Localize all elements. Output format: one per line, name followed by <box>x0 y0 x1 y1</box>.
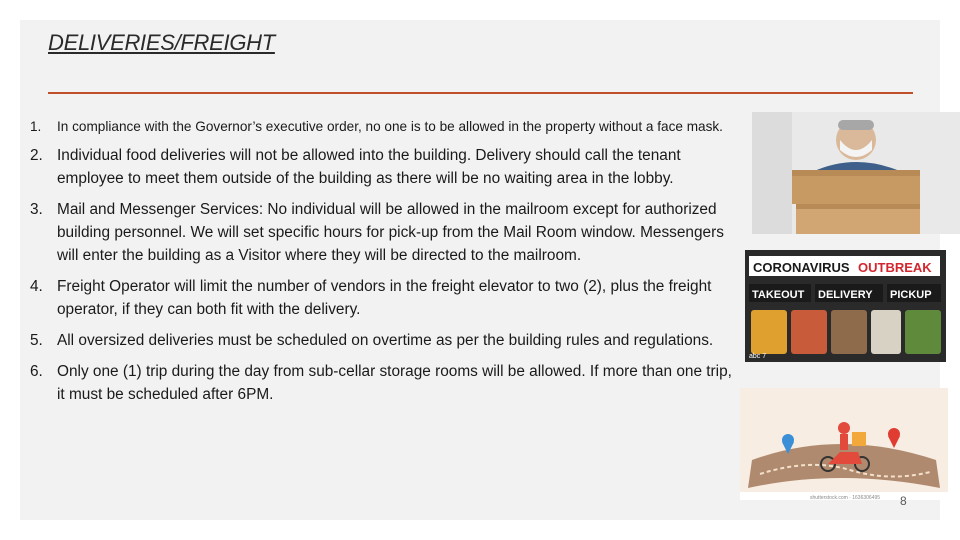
delivery-person-photo <box>752 112 960 234</box>
banner-station-logo: abc 7 <box>749 353 767 360</box>
rules-list <box>30 116 742 414</box>
list-item <box>30 329 742 352</box>
list-item <box>30 275 742 321</box>
page-number: 8 <box>900 494 907 508</box>
item-number: 4. <box>30 278 43 295</box>
item-number: 5. <box>30 332 43 349</box>
list-item <box>30 360 742 406</box>
news-banner-image <box>745 250 946 362</box>
title-divider <box>48 92 913 94</box>
item-text: In compliance with the Governor’s executive order, no one is to be allowed in the property without a face mask. <box>57 119 723 134</box>
item-text: Mail and Messenger Services: No individual will be allowed in the mailroom except for authorized building personnel. We will set specific hours for pick-up from the Mail Room window. Messengers will enter the building as a Visitor where they will be directed to the mailroom. <box>57 201 724 264</box>
banner-tag-takeout: TAKEOUT <box>752 289 805 301</box>
list-item <box>30 116 742 138</box>
slide-title: DELIVERIES/FREIGHT <box>48 30 275 55</box>
banner-headline-white: CORONAVIRUS <box>753 260 850 275</box>
banner-headline-red: OUTBREAK <box>858 260 932 275</box>
item-number: 1. <box>30 119 42 134</box>
banner-tag-delivery: DELIVERY <box>818 289 873 301</box>
item-number: 6. <box>30 363 43 380</box>
item-text: Freight Operator will limit the number of vendors in the freight elevator to two (2), plus the freight operator, if they can both fit with the delivery. <box>57 278 712 318</box>
item-number: 2. <box>30 147 43 164</box>
item-number: 3. <box>30 201 43 218</box>
item-text: All oversized deliveries must be scheduled on overtime as per the building rules and regulations. <box>57 332 714 349</box>
banner-tag-pickup: PICKUP <box>890 289 932 301</box>
list-item <box>30 198 742 267</box>
delivery-map-illustration <box>740 388 948 500</box>
item-text: Only one (1) trip during the day from sub-cellar storage rooms will be allowed. If more than one trip, it must be scheduled after 6PM. <box>57 363 732 403</box>
list-item <box>30 144 742 190</box>
item-text: Individual food deliveries will not be allowed into the building. Delivery should call the tenant employee to meet them outside of the building as there will be no waiting area in the lobby. <box>57 147 681 187</box>
map-watermark: shutterstock.com · 1636306495 <box>810 495 881 500</box>
